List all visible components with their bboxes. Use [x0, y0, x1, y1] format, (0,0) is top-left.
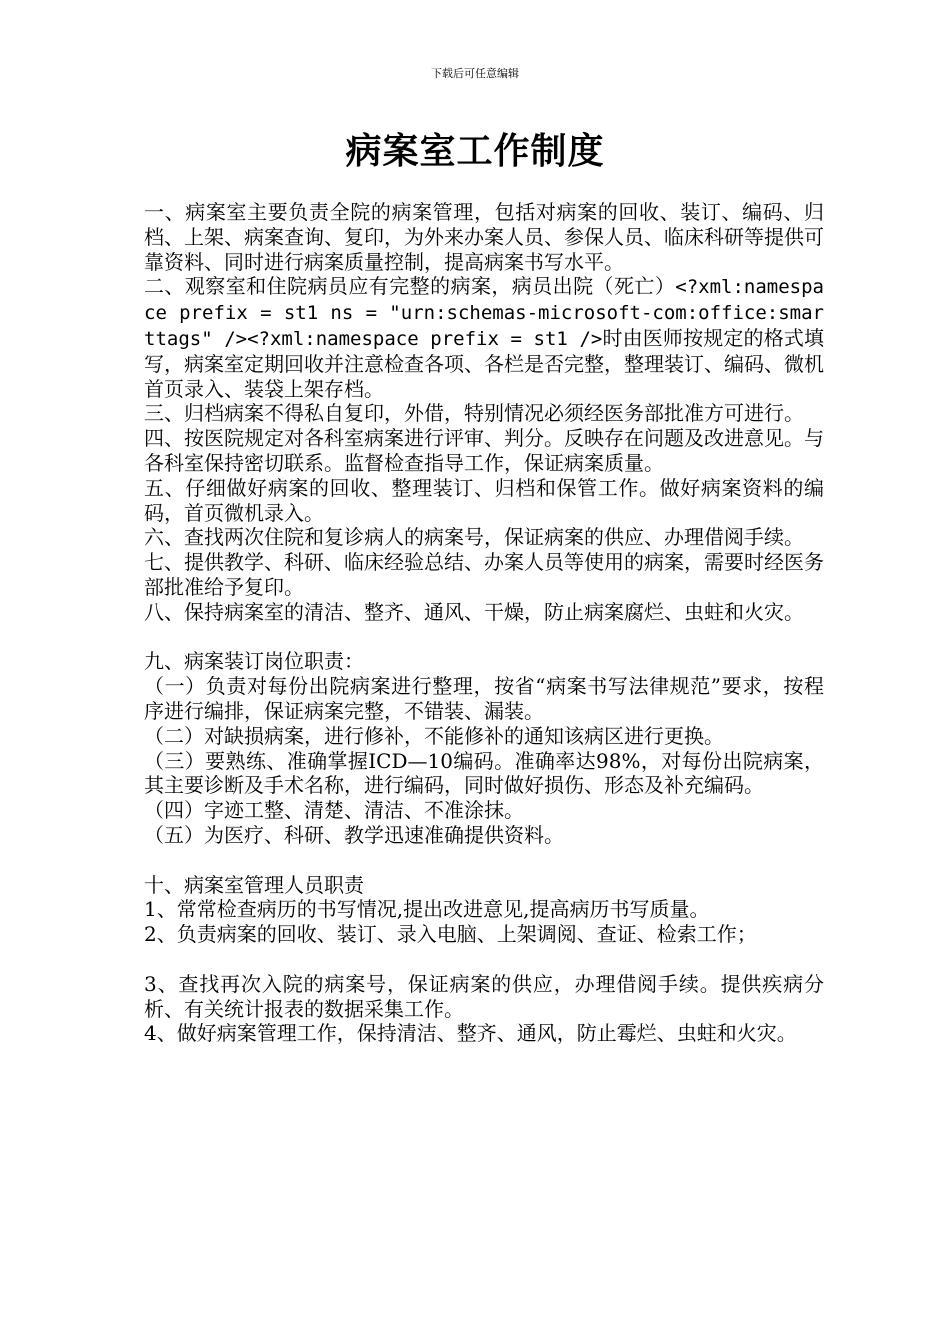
- paragraph-2-rest: 时由医师按规定的格式填写，病案室定期回收并注意检查各项、各栏是否完整，整理装订、编码、微机首页录入、装袋上架存档。: [144, 325, 825, 401]
- header-note: 下载后可任意编辑: [431, 67, 519, 80]
- section-10-item-3: 3、查找再次入院的病案号，保证病案的供应，办理借阅手续。提供疾病分析、有关统计报表的数据采集工作。: [144, 971, 824, 1021]
- paragraph-1: 一、病案室主要负责全院的病案管理，包括对病案的回收、装订、编码、归档、上架、病案查询、复印，为外来办案人员、参保人员、临床科研等提供可靠资料、同时进行病案质量控制，提高病案书写水平。: [144, 200, 824, 274]
- paragraph-2: [144, 274, 824, 401]
- paragraph-6: 六、查找两次住院和复诊病人的病案号，保证病案的供应、办理借阅手续。: [144, 525, 804, 550]
- document-title: 病案室工作制度: [345, 131, 605, 172]
- paragraph-4: 四、按医院规定对各科室病案进行评审、判分。反映存在问题及改进意见。与各科室保持密切联系。监督检查指导工作，保证病案质量。: [144, 426, 824, 475]
- paragraph-5: 五、仔细做好病案的回收、整理装订、归档和保管工作。做好病案资料的编码，首页微机录入。: [144, 475, 824, 525]
- section-9-item-3: （三）要熟练、准确掌握ICD—10编码。准确率达98%，对每份出院病案，其主要诊断及手术名称，进行编码，同时做好损伤、形态及补充编码。: [144, 748, 824, 798]
- paragraph-2-lead: 二、观察室和住院病员应有完整的病案，病员出院（死亡）: [144, 274, 676, 299]
- section-10-item-1: 1、常常检查病历的书写情况,提出改进意见,提高病历书写质量。: [144, 897, 710, 922]
- section-9-item-4: （四）字迹工整、清楚、清洁、不准涂抹。: [144, 798, 524, 823]
- paragraph-8: 八、保持病案室的清洁、整齐、通风、干燥，防止病案腐烂、虫蛀和火灾。: [144, 599, 804, 624]
- spacer: [144, 625, 824, 650]
- spacer: [144, 848, 824, 873]
- section-10-heading: 十、病案室管理人员职责: [144, 872, 364, 897]
- spacer: [144, 947, 824, 972]
- paragraph-7: 七、提供教学、科研、临床经验总结、办案人员等使用的病案，需要时经医务部批准给予复印。: [144, 550, 824, 599]
- section-9-heading: 九、病案装订岗位职责：: [144, 649, 364, 674]
- section-10-item-2: 2、负责病案的回收、装订、录入电脑、上架调阅、查证、检索工作；: [144, 922, 757, 947]
- section-9-item-2: （二）对缺损病案，进行修补，不能修补的通知该病区进行更换。: [144, 723, 724, 748]
- section-10-item-4: 4、做好病案管理工作，保持清洁、整齐、通风，防止霉烂、虫蛀和火灾。: [144, 1021, 797, 1046]
- section-9-item-1: （一）负责对每份出院病案进行整理，按省“病案书写法律规范”要求，按程序进行编排，保证病案完整，不错装、漏装。: [144, 674, 824, 723]
- section-9-item-5: （五）为医疗、科研、教学迅速准确提供资料。: [144, 822, 564, 847]
- paragraph-3: 三、归档病案不得私自复印，外借，特别情况必须经医务部批准方可进行。: [144, 401, 804, 426]
- paragraph-2-xml-markup: <?xml:namespace prefix = st1 ns = "urn:schemas-microsoft-com:office:smarttags" /><?xml:namespace prefix = st1 />: [144, 276, 824, 350]
- document-body: [144, 200, 824, 1046]
